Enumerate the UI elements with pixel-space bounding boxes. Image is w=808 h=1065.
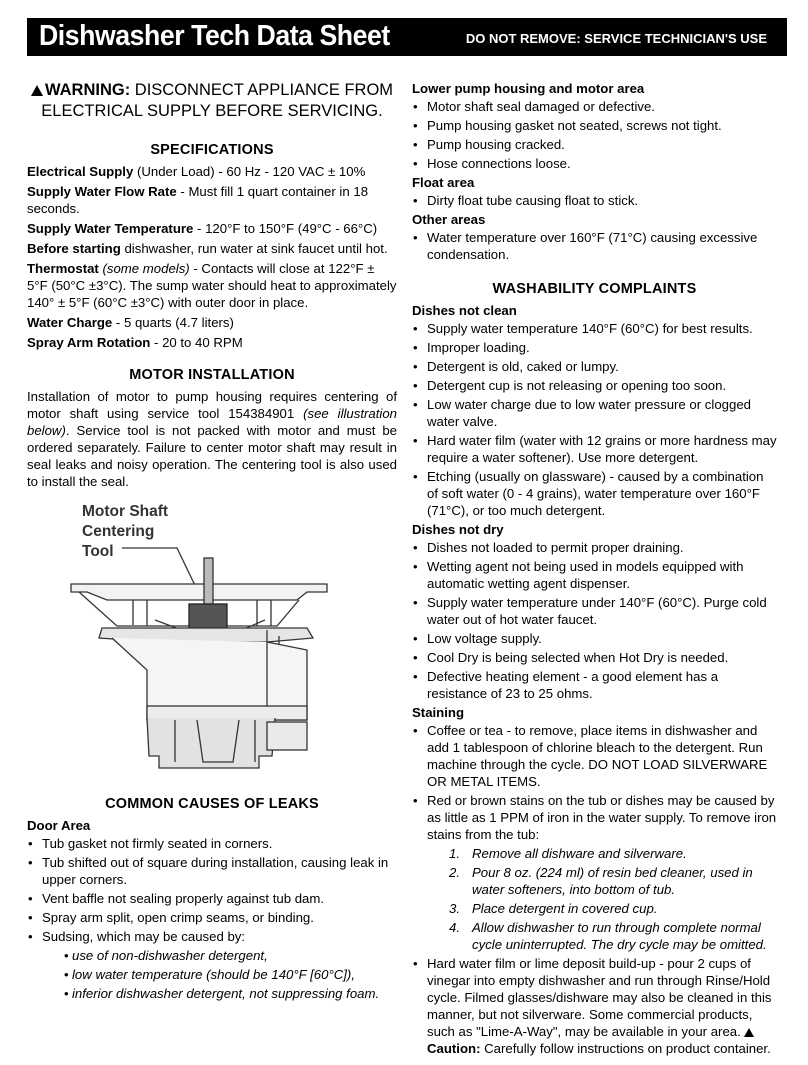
step-item: 4. Allow dishwasher to run through complete normal cycle uninterrupted. The dry cycle may be omitted. bbox=[449, 920, 767, 952]
list-item: • low water temperature (should be 140°F [60°C]), bbox=[64, 966, 397, 983]
dishes-not-clean-list bbox=[412, 320, 777, 519]
lower-pump-list bbox=[412, 98, 777, 172]
dishes-not-dry-list bbox=[412, 539, 777, 702]
motor-installation-heading: MOTOR INSTALLATION bbox=[129, 367, 295, 383]
list-item: • Vent baffle not sealing properly against tub dam. bbox=[27, 890, 397, 907]
list-item: • Defective heating element - a good element has a resistance of 23 to 25 ohms. bbox=[412, 668, 777, 702]
specifications-heading: SPECIFICATIONS bbox=[150, 142, 274, 158]
door-area-heading: Door Area bbox=[27, 818, 91, 833]
spec-before-starting: Before starting dishwasher, run water at sink faucet until hot. bbox=[27, 241, 388, 256]
list-item: • Pump housing cracked. bbox=[412, 136, 777, 153]
float-area-list bbox=[412, 192, 777, 209]
step-item: 1. Remove all dishware and silverware. bbox=[449, 846, 687, 861]
other-areas-list bbox=[412, 229, 777, 263]
motor-shaft-illustration bbox=[27, 500, 397, 790]
list-item: • Low water charge due to low water pressure or clogged water valve. bbox=[412, 396, 777, 430]
dishes-not-dry-heading: Dishes not dry bbox=[412, 522, 504, 537]
spec-spray-arm: Spray Arm Rotation - 20 to 40 RPM bbox=[27, 335, 243, 350]
door-area-list bbox=[27, 835, 397, 945]
motor-installation-text: Installation of motor to pump housing requires centering of motor shaft using service tool 154384901 (see illustration below). Service tool is not packed with motor and must be ordered separately. Failure to center motor shaft may result in seal leaks and noisy operation. The centering tool is also used to install the seal. bbox=[27, 389, 398, 489]
list-item: • Dishes not loaded to permit proper draining. bbox=[412, 539, 777, 556]
other-areas-heading: Other areas bbox=[412, 212, 486, 227]
page-title: Dishwasher Tech Data Sheet bbox=[39, 20, 390, 52]
list-item: • use of non-dishwasher detergent, bbox=[64, 947, 397, 964]
warning-label: WARNING: bbox=[44, 81, 131, 99]
leaks-heading: COMMON CAUSES OF LEAKS bbox=[105, 796, 319, 812]
spec-water-temp: Supply Water Temperature - 120°F to 150°F (49°C - 66°C) bbox=[27, 221, 378, 236]
iron-removal-steps bbox=[412, 845, 777, 953]
right-column bbox=[412, 66, 777, 1059]
spec-water-charge: Water Charge - 5 quarts (4.7 liters) bbox=[27, 315, 234, 330]
list-item: • Motor shaft seal damaged or defective. bbox=[412, 98, 777, 115]
left-column bbox=[27, 66, 397, 1004]
float-area-heading: Float area bbox=[412, 175, 475, 190]
header-note: DO NOT REMOVE: SERVICE TECHNICIAN'S USE bbox=[465, 31, 767, 46]
list-item: • Tub shifted out of square during installation, causing leak in upper corners. bbox=[27, 854, 397, 888]
warning-box bbox=[27, 80, 397, 122]
staining-list-continued bbox=[412, 955, 777, 1057]
warning-text: DISCONNECT APPLIANCE FROM ELECTRICAL SUPPLY BEFORE SERVICING. bbox=[41, 81, 394, 120]
list-item: • Improper loading. bbox=[412, 339, 777, 356]
step-item: 2. Pour 8 oz. (224 ml) of resin bed cleaner, used in water softeners, into bottom of tub. bbox=[449, 865, 753, 897]
list-item: • Hard water film or lime deposit build-up - pour 2 cups of vinegar into empty dishwasher and run through Rinse/Hold cycle. Filmed glasses/dishware may also be cleaned in this manner, but not silverware. Some commercial products, such as "Lime-A-Way", may be available in your area. Caution: Carefully follow instructions on product container. bbox=[412, 955, 777, 1057]
list-item: • Dirty float tube causing float to stick. bbox=[412, 192, 777, 209]
list-item: • Water temperature over 160°F (71°C) causing excessive condensation. bbox=[412, 229, 777, 263]
list-item: • Low voltage supply. bbox=[412, 630, 777, 647]
lower-pump-heading: Lower pump housing and motor area bbox=[412, 81, 645, 96]
list-item: • Supply water temperature 140°F (60°C) for best results. bbox=[412, 320, 777, 337]
list-item: • Spray arm split, open crimp seams, or binding. bbox=[27, 909, 397, 926]
caution-icon bbox=[744, 1028, 754, 1037]
list-item: • inferior dishwasher detergent, not suppressing foam. bbox=[64, 985, 397, 1002]
list-item: • Etching (usually on glassware) - caused by a combination of soft water (0 - 4 grains), water temperature over 160°F (71°C), or too much detergent. bbox=[412, 468, 777, 519]
list-item: • Red or brown stains on the tub or dishes may be caused by as little as 1 PPM of iron in the water supply. To remove iron stains from the tub: bbox=[412, 792, 777, 843]
list-item: • Coffee or tea - to remove, place items in dishwasher and add 1 tablespoon of chlorine bleach to the detergent. Run machine through the cycle. DO NOT LOAD SILVERWARE OR METAL ITEMS. bbox=[412, 722, 777, 790]
spec-thermostat: Thermostat (some models) - Contacts will close at 122°F ± 5°F (50°C ±3°C). The sump water should heat to approximately 140° ± 5°F (60°C ±3°C) with outer door in place. bbox=[27, 261, 397, 310]
list-item: • Tub gasket not firmly seated in corners. bbox=[27, 835, 397, 852]
list-item: • Pump housing gasket not seated, screws not tight. bbox=[412, 117, 777, 134]
step-item: 3. Place detergent in covered cup. bbox=[449, 901, 658, 916]
spec-flow-rate: Supply Water Flow Rate - Must fill 1 quart container in 18 seconds. bbox=[27, 184, 369, 216]
page-header bbox=[27, 18, 787, 56]
sudsing-causes-list bbox=[27, 947, 397, 1002]
staining-list bbox=[412, 722, 777, 843]
list-item: • Sudsing, which may be caused by: bbox=[27, 928, 397, 945]
list-item: • Wetting agent not being used in models equipped with automatic wetting agent dispenser. bbox=[412, 558, 777, 592]
warning-icon bbox=[31, 85, 43, 96]
spec-electrical: Electrical Supply (Under Load) - 60 Hz - 120 VAC ± 10% bbox=[27, 164, 366, 179]
figure-label: Motor Shaft Centering Tool bbox=[82, 503, 169, 560]
staining-heading: Staining bbox=[412, 705, 465, 720]
list-item: • Hard water film (water with 12 grains or more hardness may require a water softener). Use more detergent. bbox=[412, 432, 777, 466]
pump-housing-drawing bbox=[27, 500, 397, 790]
list-item: • Hose connections loose. bbox=[412, 155, 777, 172]
washability-heading: WASHABILITY COMPLAINTS bbox=[492, 281, 697, 297]
list-item: • Detergent is old, caked or lumpy. bbox=[412, 358, 777, 375]
list-item: • Cool Dry is being selected when Hot Dry is needed. bbox=[412, 649, 777, 666]
dishes-not-clean-heading: Dishes not clean bbox=[412, 303, 517, 318]
list-item: • Detergent cup is not releasing or opening too soon. bbox=[412, 377, 777, 394]
list-item: • Supply water temperature under 140°F (60°C). Purge cold water out of hot water faucet. bbox=[412, 594, 777, 628]
